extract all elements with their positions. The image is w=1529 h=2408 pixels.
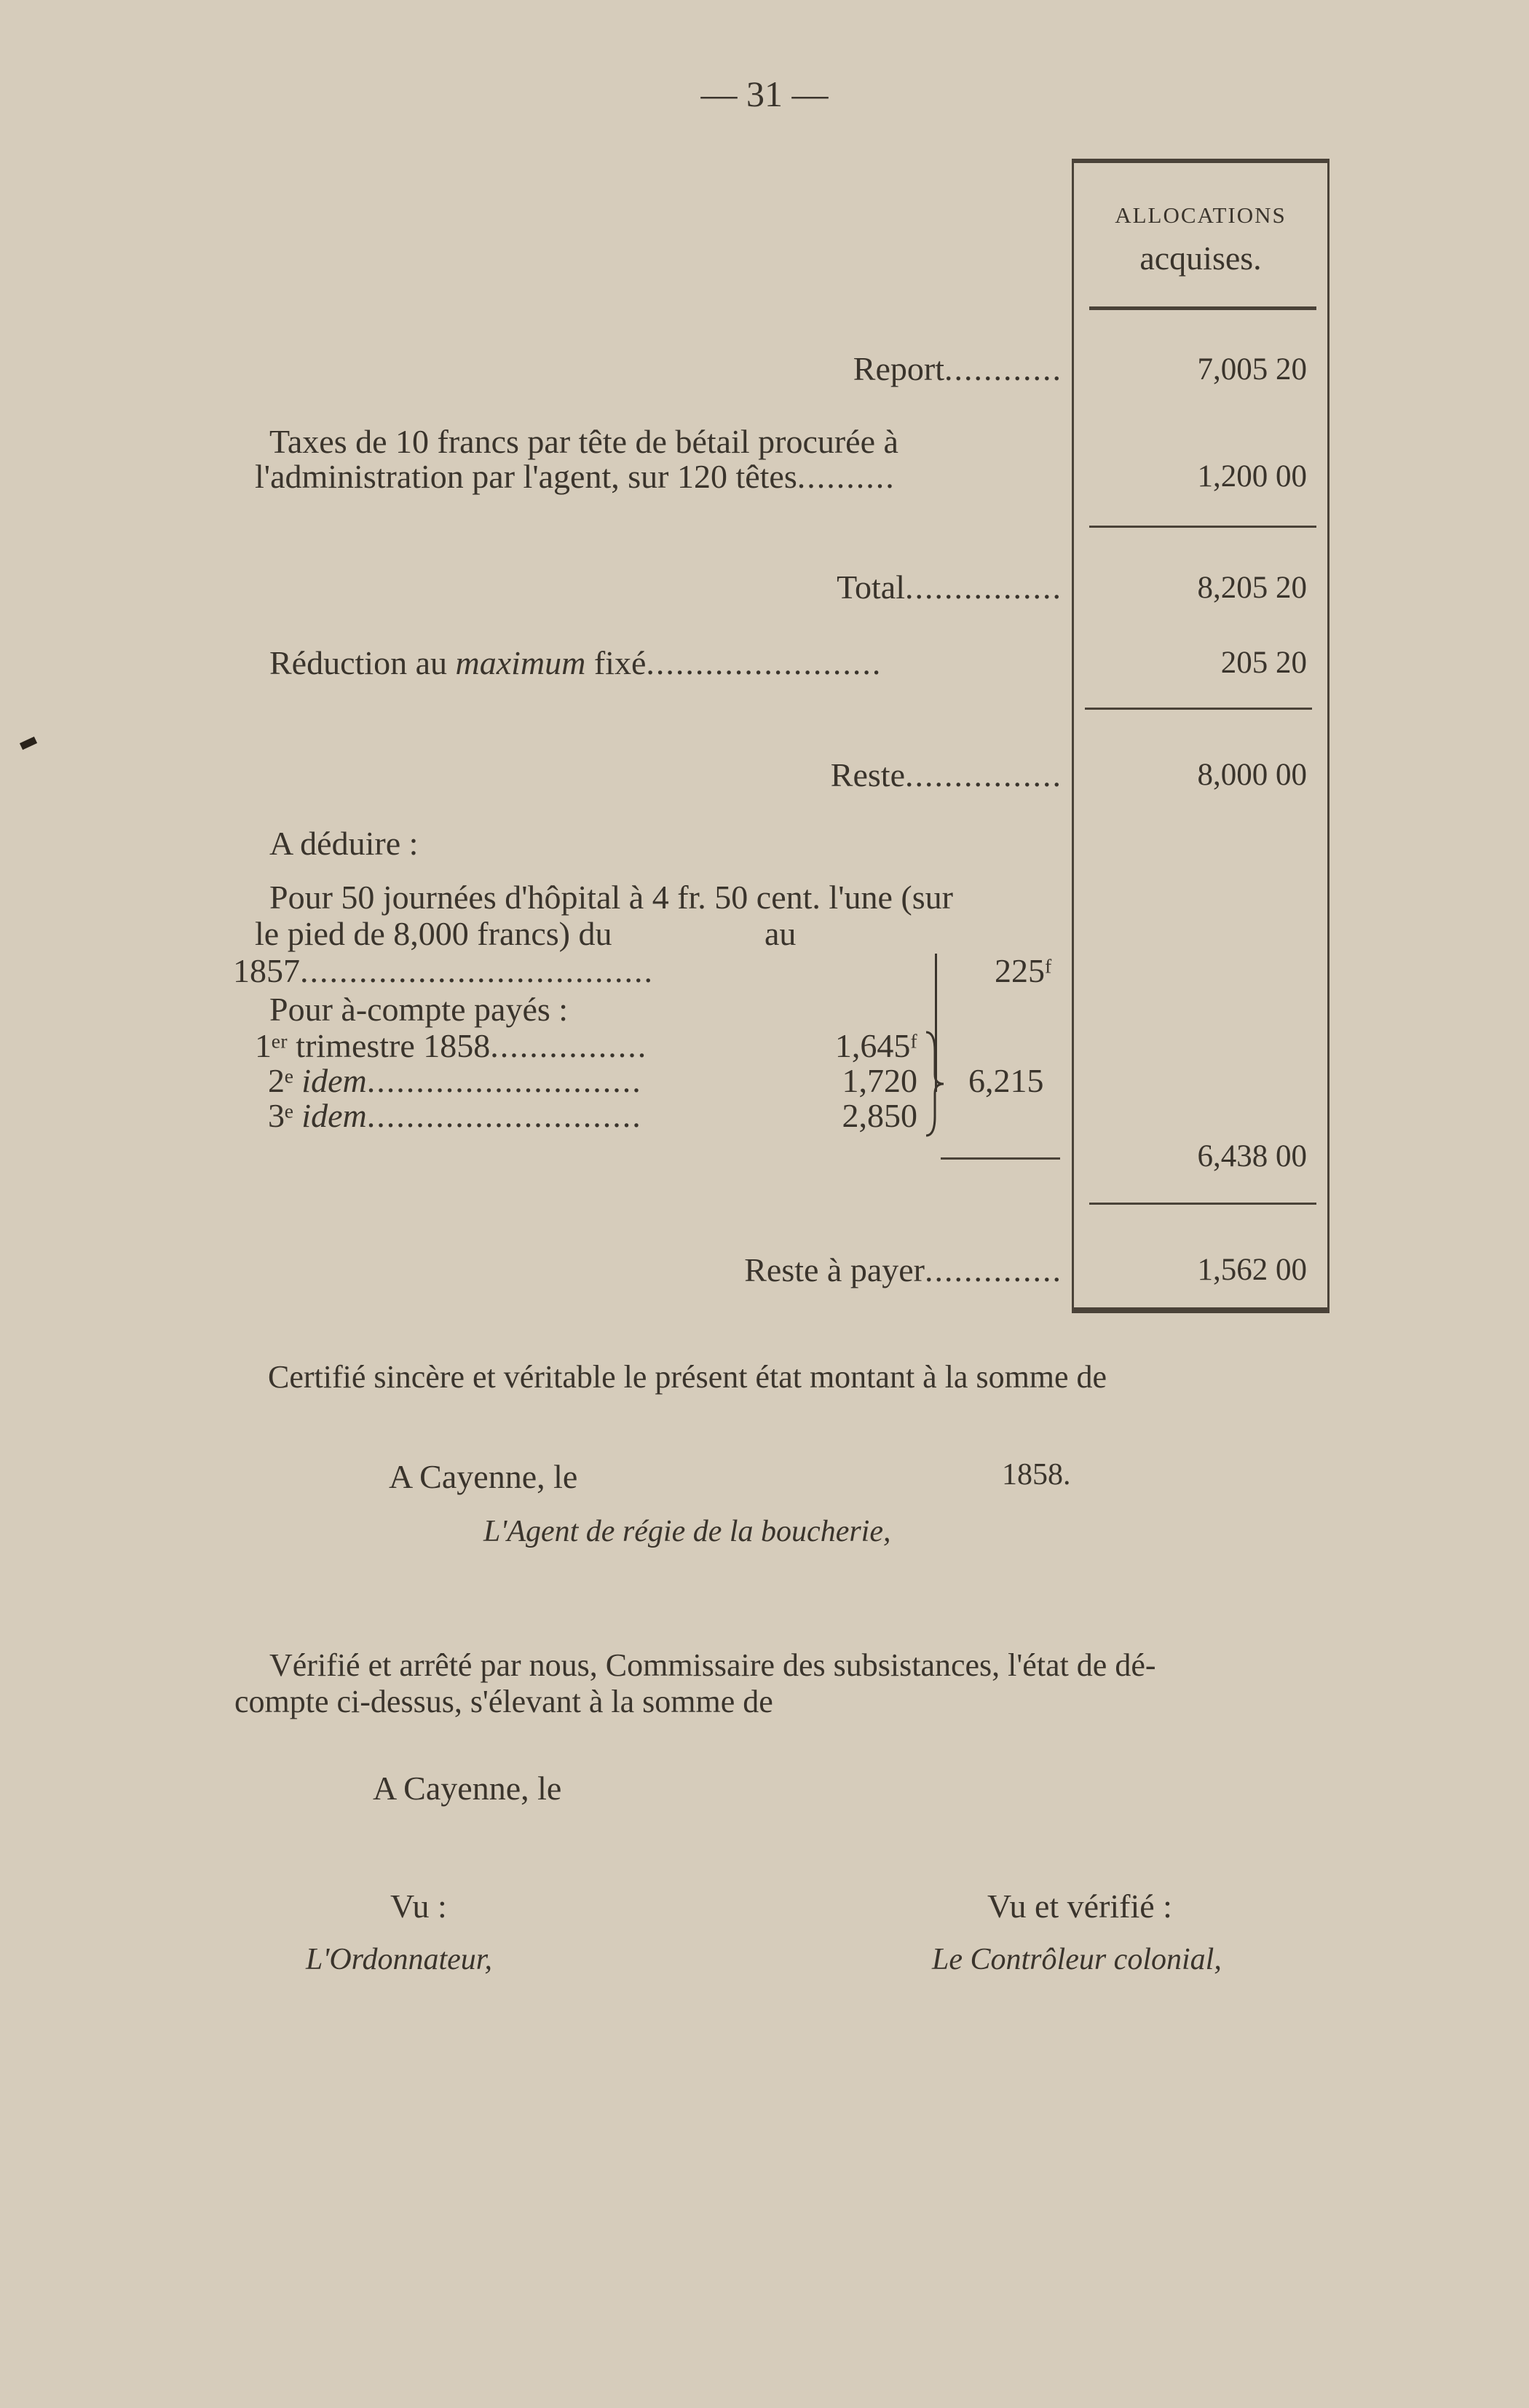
- page-number: — 31 —: [700, 74, 829, 114]
- taxes-line-2: [255, 457, 896, 496]
- hospital-line-1: Pour 50 journées d'hôpital à 4 fr. 50 cent. l'une (sur: [269, 879, 953, 916]
- column-header-title: ALLOCATIONS: [1115, 202, 1287, 228]
- acompte-3-prefix: 3ᵉ: [268, 1097, 293, 1134]
- agent-signature: L'Agent de régie de la boucherie,: [483, 1515, 891, 1548]
- reduction-amount: 205 20: [1220, 646, 1307, 680]
- acompte-total: 6,215: [968, 1062, 1044, 1099]
- acompte-2-text: idem: [293, 1062, 367, 1099]
- subtotal-rule: [1089, 526, 1316, 528]
- place-date-prefix: A Cayenne, le: [389, 1458, 578, 1495]
- acompte-brace: [922, 1029, 951, 1138]
- acompte-row-3: [268, 1096, 642, 1135]
- reste-a-payer-row: [744, 1251, 1062, 1289]
- acompte-label: Pour à-compte payés :: [269, 991, 569, 1028]
- deduction-rule: [941, 1157, 1060, 1160]
- vu-verifie-label: Vu et vérifié :: [987, 1888, 1172, 1925]
- margin-mark: [20, 737, 37, 750]
- vu-label: Vu :: [390, 1888, 447, 1925]
- report-amount: 7,005 20: [1197, 352, 1307, 387]
- deduction-total: 6,438 00: [1197, 1139, 1307, 1173]
- acompte-2-prefix: 2ᵉ: [268, 1062, 293, 1099]
- reduction-dots: ........................: [646, 644, 882, 681]
- reduction-label-prefix: Réduction au: [269, 644, 456, 681]
- reste-amount: 8,000 00: [1197, 758, 1307, 792]
- acompte-1-amount: 1,645ᶠ: [834, 1027, 917, 1064]
- acompte-3-amount: 2,850: [842, 1097, 917, 1134]
- total-amount: 8,205 20: [1197, 571, 1307, 605]
- verification-line-2: compte ci-dessus, s'élevant à la somme de: [234, 1684, 773, 1719]
- hospital-line-2a: le pied de 8,000 francs) du: [255, 915, 612, 952]
- acompte-1-prefix: 1ᵉʳ: [255, 1027, 288, 1064]
- reduction-label-italic: maximum: [455, 644, 586, 681]
- acompte-2-amount: 1,720: [842, 1062, 917, 1099]
- reste-a-payer-dots: ..............: [925, 1251, 1062, 1288]
- total-row: [837, 568, 1062, 606]
- taxes-line-2-text: l'administration par l'agent, sur 120 têtes: [255, 458, 797, 495]
- taxes-line-1: Taxes de 10 francs par tête de bétail procurée à: [269, 423, 898, 460]
- header-rule: [1089, 306, 1316, 310]
- verification-line-1: Vérifié et arrêté par nous, Commissaire des subsistances, l'état de dé-: [269, 1647, 1156, 1683]
- place-date-2: A Cayenne, le: [373, 1770, 562, 1807]
- acompte-row-2: [268, 1061, 642, 1100]
- reste-dots: ................: [905, 756, 1062, 793]
- acompte-1-text: trimestre 1858: [287, 1027, 491, 1064]
- report-row: [853, 349, 1062, 388]
- taxes-amount: 1,200 00: [1197, 459, 1307, 494]
- acompte-row-1: [255, 1026, 647, 1065]
- acompte-3-text: idem: [293, 1097, 367, 1134]
- hospital-line-2b: au: [764, 915, 797, 952]
- reste-row: [831, 756, 1062, 794]
- ordonnateur-title: L'Ordonnateur,: [306, 1943, 492, 1976]
- total-dots: ................: [905, 569, 1062, 606]
- certification-text: Certifié sincère et véritable le présent état montant à la somme de: [268, 1359, 1107, 1395]
- reduction-rule: [1085, 708, 1312, 710]
- a-deduire-label: A déduire :: [269, 825, 419, 862]
- report-label: Report: [853, 350, 944, 387]
- taxes-dots: ..........: [797, 458, 896, 495]
- hospital-line-3: [233, 951, 654, 990]
- place-date-year: 1858.: [1002, 1458, 1071, 1492]
- reste-label: Reste: [830, 756, 905, 793]
- final-rule: [1089, 1203, 1316, 1205]
- hospital-year: 1857: [233, 952, 300, 989]
- reste-a-payer-amount: 1,562 00: [1197, 1253, 1307, 1287]
- reduction-row: [269, 643, 882, 682]
- acompte-1-dots: ................: [490, 1027, 648, 1064]
- controleur-title: Le Contrôleur colonial,: [932, 1943, 1222, 1976]
- hospital-dots: ....................................: [300, 952, 654, 989]
- acompte-2-dots: ............................: [366, 1062, 642, 1099]
- report-dots: ............: [944, 350, 1062, 387]
- reste-a-payer-label: Reste à payer: [744, 1251, 925, 1288]
- column-header-subtitle: acquises.: [1139, 239, 1262, 277]
- acompte-3-dots: ............................: [366, 1097, 642, 1134]
- hospital-amount: 225ᶠ: [995, 952, 1052, 989]
- reduction-label-suffix: fixé: [585, 644, 647, 681]
- total-label: Total: [837, 569, 905, 606]
